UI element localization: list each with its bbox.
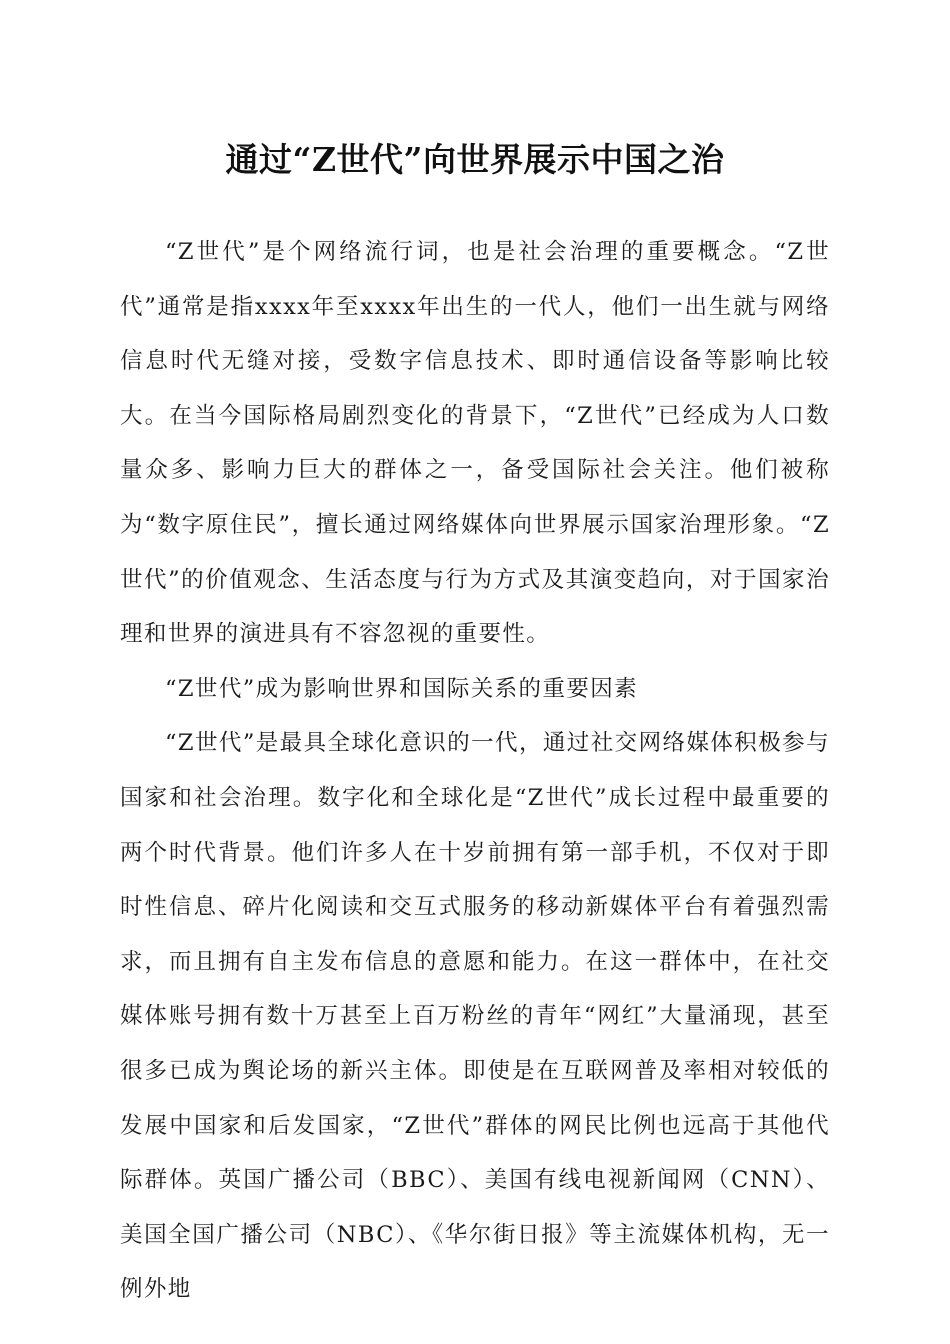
document-title: 通过“Z世代”向世界展示中国之治: [225, 140, 725, 179]
section-heading: “Z世代”成为影响世界和国际关系的重要因素: [165, 675, 639, 702]
document-body: [120, 225, 830, 1317]
section-paragraph: “Z世代”是最具全球化意识的一代，通过社交网络媒体积极参与国家和社会治理。数字化和全球化是“Z世代”成长过程中最重要的两个时代背景。他们许多人在十岁前拥有第一部手机，不仅对于即时性信息、碎片化阅读和交互式服务的移动新媒体平台有着强烈需求，而且拥有自主发布信息的意愿和能力。在这一群体中，在社交媒体账号拥有数十万甚至上百万粉丝的青年“网红”大量涌现，甚至很多已成为舆论场的新兴主体。即使是在互联网普及率相对较低的发展中国家和后发国家，“Z世代”群体的网民比例也远高于其他代际群体。英国广播公司（BBC）、美国有线电视新闻网（CNN）、美国全国广播公司（NBC）、《华尔街日报》等主流媒体机构，无一例外地: [120, 730, 830, 1303]
intro-paragraph: “Z世代”是个网络流行词，也是社会治理的重要概念。“Z世代”通常是指xxxx年至xxxx年出生的一代人，他们一出生就与网络信息时代无缝对接，受数字信息技术、即时通信设备等影响比较大。在当今国际格局剧烈变化的背景下，“Z世代”已经成为人口数量众多、影响力巨大的群体之一，备受国际社会关注。他们被称为“数字原住民”，擅长通过网络媒体向世界展示国家治理形象。“Z世代”的价值观念、生活态度与行为方式及其演变趋向，对于国家治理和世界的演进具有不容忽视的重要性。: [120, 239, 830, 648]
